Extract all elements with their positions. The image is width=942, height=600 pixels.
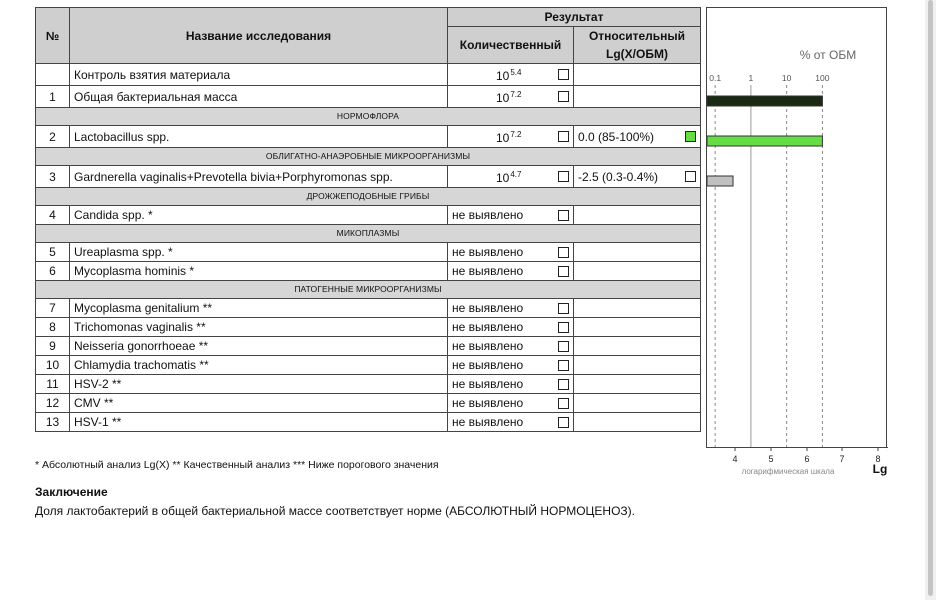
row-number: 5 (36, 243, 70, 262)
quantitative-checkbox[interactable] (558, 171, 569, 182)
relative-cell (574, 318, 701, 337)
relative-cell (574, 299, 701, 318)
table-row (36, 299, 701, 318)
row-number: 11 (36, 375, 70, 394)
table-row (36, 166, 701, 188)
relative-cell (574, 356, 701, 375)
bar-3 (707, 176, 733, 186)
quantitative-checkbox[interactable] (558, 322, 569, 333)
relative-cell (574, 166, 701, 188)
quantitative-value (496, 64, 521, 85)
column-header-relative (574, 27, 701, 64)
chart-svg (706, 7, 888, 477)
row-number: 4 (36, 206, 70, 225)
x-tick-label: 5 (768, 454, 774, 464)
relative-cell (574, 413, 701, 432)
row-number: 6 (36, 262, 70, 281)
table-row (36, 64, 701, 86)
quantity-base: 10 (496, 171, 510, 185)
test-name: Gardnerella vaginalis+Prevotella bivia+Porphyromonas spp. (70, 166, 448, 188)
table-row (36, 318, 701, 337)
relative-header-line2: Lg(X/ОБМ) (606, 47, 668, 61)
row-number: 7 (36, 299, 70, 318)
test-name: Neisseria gonorrhoeae ** (70, 337, 448, 356)
table-row (36, 337, 701, 356)
test-name: Chlamydia trachomatis ** (70, 356, 448, 375)
section-row (36, 225, 701, 243)
x-tick-label: 4 (732, 454, 738, 464)
section-row (36, 108, 701, 126)
scale-caption: логарифмическая шкала (741, 467, 835, 476)
x-tick-label: 8 (875, 454, 881, 464)
test-name: Trichomonas vaginalis ** (70, 318, 448, 337)
quantitative-value: не выявлено (452, 301, 524, 315)
quantitative-checkbox[interactable] (558, 398, 569, 409)
quantity-exponent: 7.2 (510, 130, 522, 139)
quantitative-value: не выявлено (452, 320, 524, 334)
quantitative-checkbox[interactable] (558, 247, 569, 258)
quantitative-value: не выявлено (452, 245, 524, 259)
row-number: 1 (36, 86, 70, 108)
test-name: Mycoplasma hominis * (70, 262, 448, 281)
relative-value: 0.0 (85-100%) (578, 129, 655, 144)
relative-cell (574, 375, 701, 394)
section-label: ОБЛИГАТНО-АНАЭРОБНЫЕ МИКРООРГАНИЗМЫ (36, 148, 701, 166)
quantitative-cell (448, 394, 574, 413)
row-number: 10 (36, 356, 70, 375)
relative-cell (574, 243, 701, 262)
quantity-base: 10 (496, 131, 510, 145)
quantitative-cell (448, 86, 574, 108)
row-number: 8 (36, 318, 70, 337)
column-header-number: № (36, 8, 70, 64)
test-name: CMV ** (70, 394, 448, 413)
relative-cell (574, 126, 701, 148)
relative-value: -2.5 (0.3-0.4%) (578, 169, 659, 184)
test-name: Контроль взятия материала (70, 64, 448, 86)
relative-cell (574, 64, 701, 86)
log-scale-chart (706, 7, 888, 476)
relative-indicator-checkbox[interactable] (685, 171, 696, 182)
quantitative-cell (448, 337, 574, 356)
quantitative-value (496, 86, 521, 107)
quantitative-value: не выявлено (452, 339, 524, 353)
section-label: ДРОЖЖЕПОДОБНЫЕ ГРИБЫ (36, 188, 701, 206)
test-name: HSV-2 ** (70, 375, 448, 394)
conclusion-title: Заключение (35, 485, 108, 499)
table-row (36, 86, 701, 108)
results-table (35, 7, 701, 432)
row-number: 9 (36, 337, 70, 356)
results-body (36, 64, 701, 432)
quantitative-cell (448, 413, 574, 432)
quantitative-checkbox[interactable] (558, 91, 569, 102)
quantity-exponent: 5.4 (510, 68, 522, 77)
quantity-exponent: 7.2 (510, 90, 522, 99)
quantity-base: 10 (496, 69, 510, 83)
table-row (36, 413, 701, 432)
conclusion-text: Доля лактобактерий в общей бактериальной массе соответствует норме (АБСОЛЮТНЫЙ НОРМОЦЕНОЗ). (35, 504, 635, 518)
quantitative-value (496, 166, 521, 187)
quantitative-cell (448, 262, 574, 281)
quantity-exponent: 4.7 (510, 170, 522, 179)
quantitative-checkbox[interactable] (558, 131, 569, 142)
quantitative-cell (448, 243, 574, 262)
bar-1 (707, 96, 822, 106)
test-name: Mycoplasma genitalium ** (70, 299, 448, 318)
footnote: * Абсолютный анализ Lg(X) ** Качественный анализ *** Ниже порогового значения (35, 459, 439, 471)
relative-cell (574, 337, 701, 356)
quantitative-cell (448, 126, 574, 148)
quantitative-cell (448, 356, 574, 375)
quantitative-checkbox[interactable] (558, 303, 569, 314)
quantitative-cell (448, 64, 574, 86)
quantitative-checkbox[interactable] (558, 360, 569, 371)
section-row (36, 188, 701, 206)
table-row (36, 243, 701, 262)
section-label: МИКОПЛАЗМЫ (36, 225, 701, 243)
quantitative-checkbox[interactable] (558, 210, 569, 221)
bar-2 (707, 136, 822, 146)
quantitative-cell (448, 299, 574, 318)
relative-indicator-checkbox[interactable] (685, 131, 696, 142)
relative-header-line1: Относительный (588, 29, 686, 43)
test-name: Lactobacillus spp. (70, 126, 448, 148)
test-name: Ureaplasma spp. * (70, 243, 448, 262)
quantitative-cell (448, 375, 574, 394)
scrollbar-thumb[interactable] (928, 0, 933, 596)
table-row (36, 394, 701, 413)
x-tick-label: 6 (804, 454, 810, 464)
section-row (36, 148, 701, 166)
test-name: HSV-1 ** (70, 413, 448, 432)
column-header-quantitative: Количественный (448, 27, 574, 64)
relative-cell (574, 394, 701, 413)
relative-cell (574, 86, 701, 108)
quantitative-checkbox[interactable] (558, 341, 569, 352)
column-header-test-name: Название исследования (70, 8, 448, 64)
row-number: 12 (36, 394, 70, 413)
quantitative-value: не выявлено (452, 358, 524, 372)
row-number: 2 (36, 126, 70, 148)
chart-frame (707, 8, 887, 448)
quantitative-value: не выявлено (452, 396, 524, 410)
test-name: Общая бактериальная масса (70, 86, 448, 108)
table-row (36, 206, 701, 225)
quantitative-cell (448, 206, 574, 225)
quantitative-value: не выявлено (452, 415, 524, 429)
top-tick-label: 100 (815, 73, 830, 83)
row-number: 3 (36, 166, 70, 188)
quantitative-checkbox[interactable] (558, 266, 569, 277)
quantitative-value: не выявлено (452, 264, 524, 278)
table-row (36, 356, 701, 375)
relative-cell (574, 206, 701, 225)
table-row (36, 262, 701, 281)
top-tick-label: 1 (748, 73, 754, 83)
column-header-result: Результат (448, 8, 701, 27)
quantitative-value (496, 126, 521, 147)
section-row (36, 281, 701, 299)
quantitative-value: не выявлено (452, 377, 524, 391)
quantitative-cell (448, 318, 574, 337)
table-row (36, 126, 701, 148)
quantitative-checkbox[interactable] (558, 379, 569, 390)
row-number: 13 (36, 413, 70, 432)
quantitative-checkbox[interactable] (558, 69, 569, 80)
test-name: Candida spp. * (70, 206, 448, 225)
x-tick-label: 7 (839, 454, 845, 464)
quantitative-checkbox[interactable] (558, 417, 569, 428)
quantity-base: 10 (496, 91, 510, 105)
top-tick-label: 10 (781, 73, 792, 83)
top-tick-label: 0.1 (709, 73, 722, 83)
row-number (36, 64, 70, 86)
section-label: ПАТОГЕННЫЕ МИКРООРГАНИЗМЫ (36, 281, 701, 299)
relative-cell (574, 262, 701, 281)
quantitative-value: не выявлено (452, 208, 524, 222)
quantitative-cell (448, 166, 574, 188)
table-row (36, 375, 701, 394)
section-label: НОРМОФЛОРА (36, 108, 701, 126)
chart-title: % от ОБМ (799, 48, 857, 62)
axis-label: Lg (872, 462, 888, 476)
